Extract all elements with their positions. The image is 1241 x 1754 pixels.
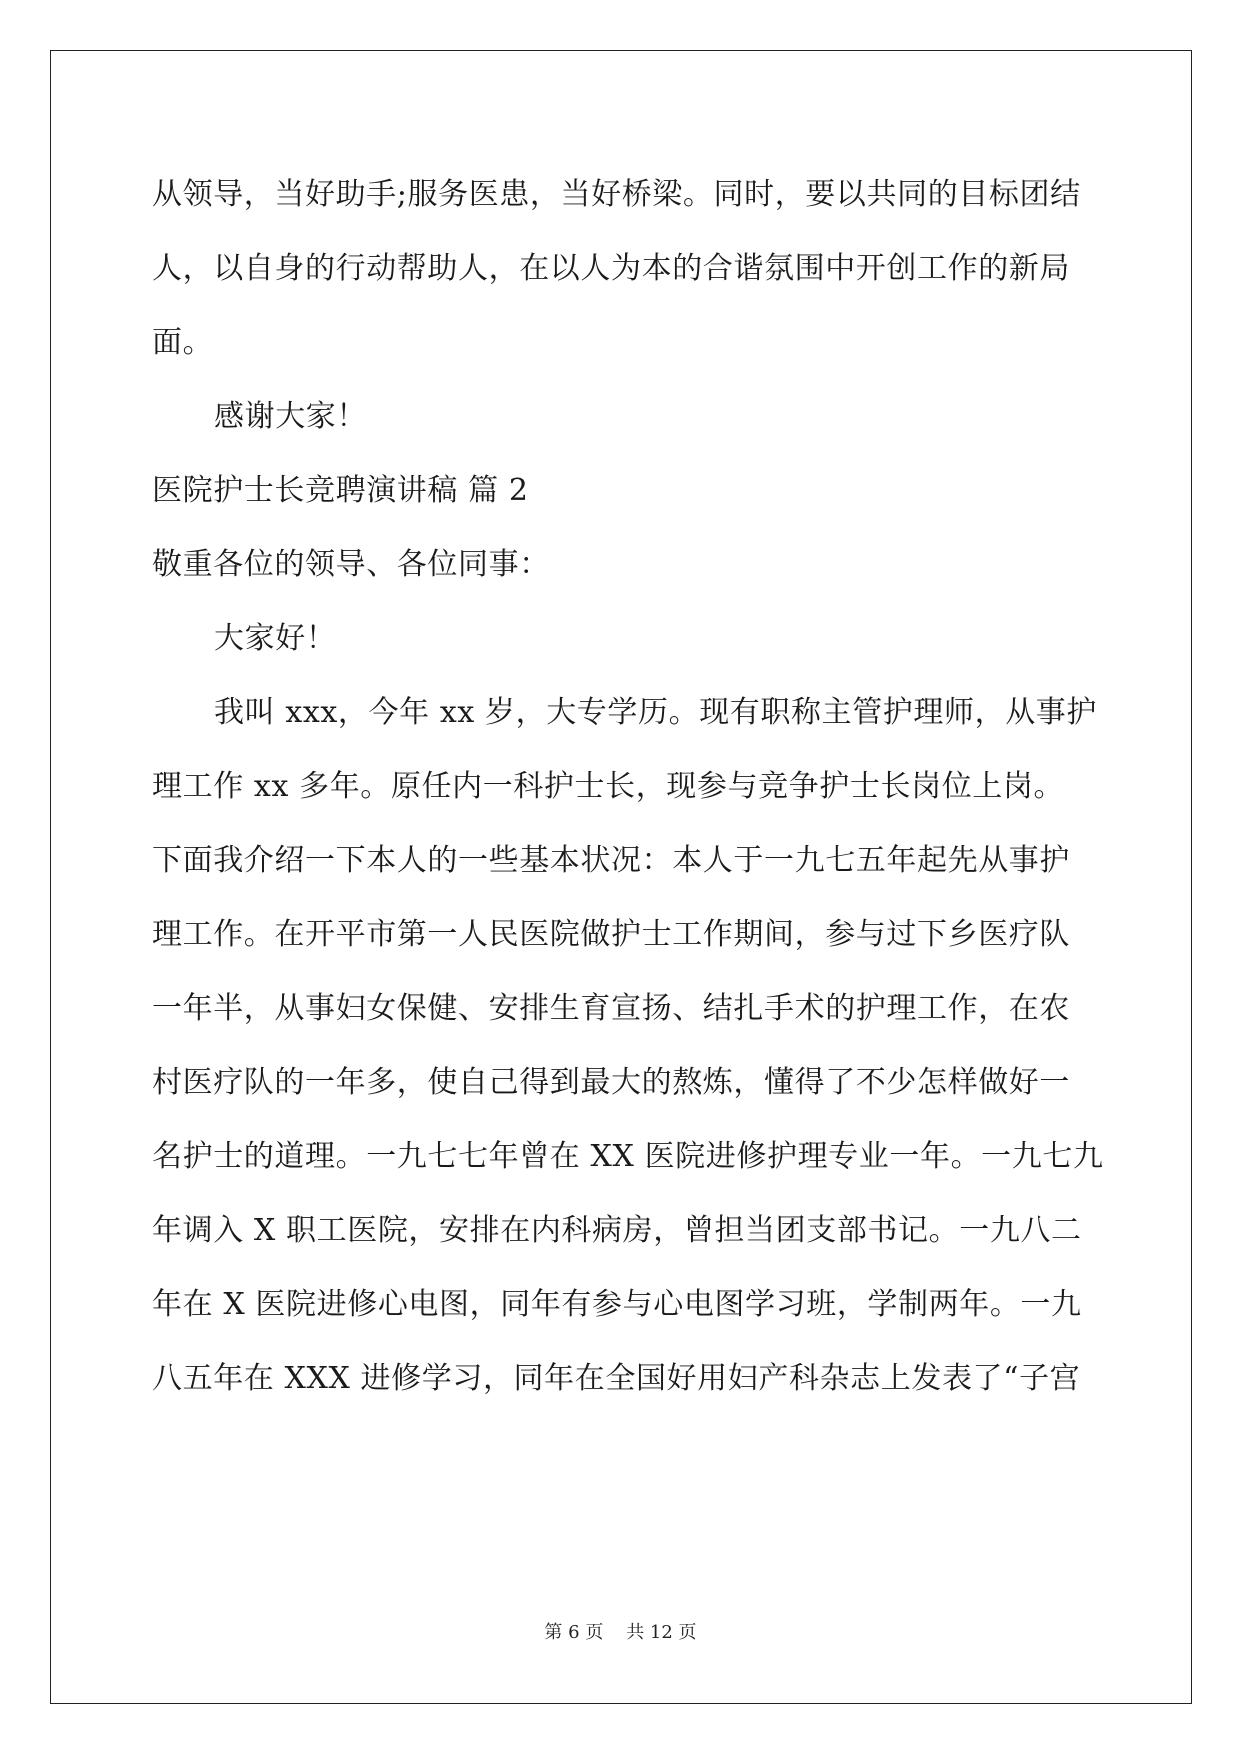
text-line: 从领导，当好助手;服务医患，当好桥梁。同时，要以共同的目标团结 bbox=[152, 177, 1081, 212]
text-line: 理工作。在开平市第一人民医院做护士工作期间，参与过下乡医疗队 bbox=[152, 917, 1070, 952]
text-line: 人，以自身的行动帮助人，在以人为本的合谐氛围中开创工作的新局 bbox=[152, 251, 1070, 286]
document-body bbox=[152, 158, 1104, 1416]
text-line: 年在 X 医院进修心电图，同年有参与心电图学习班，学制两年。一九 bbox=[152, 1287, 1082, 1322]
text-line: 医院护士长竞聘演讲稿 篇 2 bbox=[152, 473, 529, 508]
text-line: 下面我介绍一下本人的一些基本状况：本人于一九七五年起先从事护 bbox=[152, 843, 1070, 878]
text-line: 名护士的道理。一九七七年曾在 XX 医院进修护理专业一年。一九七九 bbox=[152, 1139, 1104, 1174]
text-line: 理工作 xx 多年。原任内一科护士长，现参与竞争护士长岗位上岗。 bbox=[152, 769, 1065, 804]
text-line: 大家好！ bbox=[214, 621, 337, 656]
text-line: 年调入 X 职工医院，安排在内科病房，曾担当团支部书记。一九八二 bbox=[152, 1213, 1082, 1248]
text-line: 感谢大家！ bbox=[214, 399, 367, 434]
text-line: 村医疗队的一年多，使自己得到最大的熬炼，懂得了不少怎样做好一 bbox=[152, 1065, 1070, 1100]
page-number-footer: 第 6 页 共 12 页 bbox=[544, 1622, 697, 1643]
text-line: 面。 bbox=[152, 325, 214, 360]
text-line: 八五年在 XXX 进修学习，同年在全国好用妇产科杂志上发表了“子宫 bbox=[152, 1361, 1081, 1396]
text-line: 我叫 xxx，今年 xx 岁，大专学历。现有职称主管护理师，从事护 bbox=[214, 695, 1098, 730]
text-line: 一年半，从事妇女保健、安排生育宣扬、结扎手术的护理工作，在农 bbox=[152, 991, 1070, 1026]
text-line: 敬重各位的领导、各位同事： bbox=[152, 547, 550, 582]
